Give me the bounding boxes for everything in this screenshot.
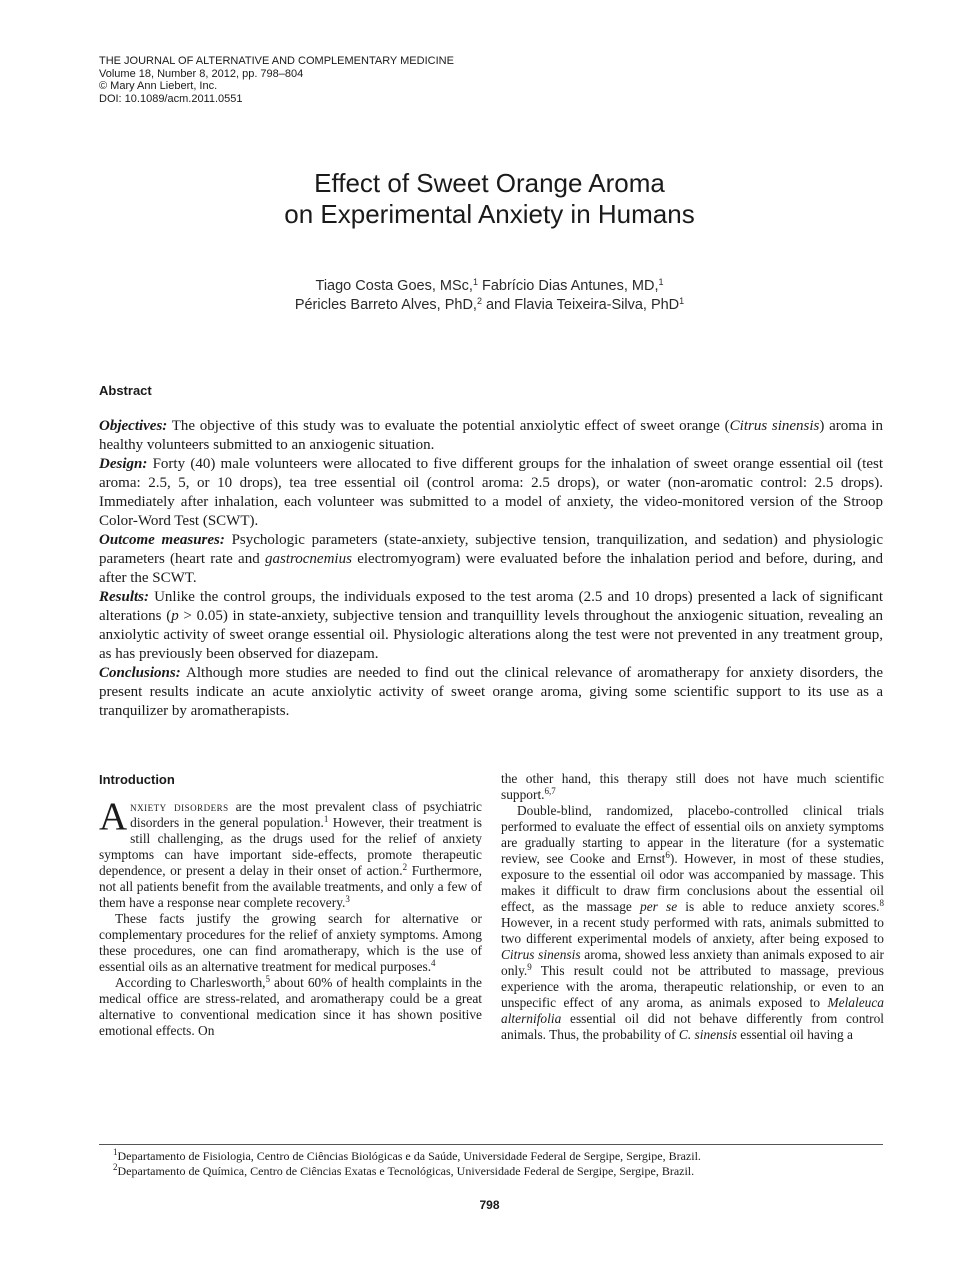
citation-ref: 9	[527, 962, 532, 972]
drop-cap: A	[99, 795, 128, 838]
citation-ref: 1	[323, 814, 329, 824]
p3-text-b: about 60% of health complaints in the medical office are stress-related, and aromatherapy could be a great alternative to conventional medication since it has shown positive emotional effects. On	[99, 975, 483, 1038]
abstract-results	[99, 588, 883, 664]
r2-italic-melaleuca: Melaleuca alternifolia	[501, 995, 884, 1026]
journal-publisher: © Mary Ann Liebert, Inc.	[99, 80, 218, 92]
footnote-1-marker: 1	[113, 1147, 118, 1157]
intro-paragraph-3	[99, 975, 482, 1039]
body-column-right	[501, 771, 884, 1043]
objectives-label: Objectives:	[99, 418, 168, 434]
citation-ref: 2	[402, 862, 408, 872]
intro-paragraph-2	[99, 911, 482, 975]
journal-doi: DOI: 10.1089/acm.2011.0551	[99, 92, 243, 105]
citation-ref: 3	[345, 894, 350, 904]
objectives-text-a: The objective of this study was to evaluate the potential anxiolytic effect of sweet orange (	[167, 418, 730, 434]
footnote-2	[113, 1164, 701, 1179]
r2-text-d: However, in a recent study performed with rats, animals submitted to two different experimental models of anxiety, after being exposed to	[501, 915, 884, 946]
intro-paragraph-4	[501, 803, 884, 1043]
footnote-2-marker: 2	[113, 1162, 118, 1172]
lead-in-smallcaps: nxiety disorders	[130, 799, 229, 814]
abstract-objectives	[99, 417, 883, 455]
journal-name: THE JOURNAL OF ALTERNATIVE AND COMPLEMENTARY MEDICINE	[99, 55, 454, 67]
results-text-b: > 0.05) in state-anxiety, subjective tension and tranquillity levels throughout the anxiogenic situation, revealing an anxiolytic activity of sweet orange essential oil. Physiologic alterations along the test were not prevented in any treatment group, as has previously been observed for diazepam.	[99, 608, 883, 662]
intro-paragraph-3-continued	[501, 771, 884, 803]
objectives-text-b: ) aroma in healthy volunteers submitted to an anxiogenic situation.	[99, 418, 883, 453]
outcome-text-a: Psychologic parameters (state-anxiety, subjective tension, tranquilization, and sedation) and physiologic parameters (heart rate and	[99, 532, 883, 567]
author-1: Tiago Costa Goes, MSc,	[315, 278, 473, 294]
r2-italic-c-sinensis: C. sinensis	[678, 1027, 737, 1042]
design-text: Forty (40) male volunteers were allocated to five different groups for the inhalation of sweet orange essential oil (test aroma: 2.5, 5, or 10 drops), tea tree essential oil (control aroma: 2.5 drops), or water (non-aromatic control: 2.5 drops). Immediately after inhalation, each volunteer was submitted to a model of anxiety, the video-monitored version of the Stroop Color-Word Test (SCWT).	[99, 456, 883, 529]
journal-volume: Volume 18, Number 8, 2012, pp. 798–804	[99, 67, 304, 80]
p2-text: These facts justify the growing search for alternative or complementary procedures for the relief of anxiety symptoms. Among these procedures, one can find aromatherapy, which is the use of essential oils as an alternative treatment for medical purposes.	[99, 911, 482, 974]
citation-ref: 6,7	[544, 786, 556, 796]
results-p-symbol: p	[171, 608, 179, 624]
author-list	[0, 277, 979, 315]
author-2: Fabrício Dias Antunes, MD,	[477, 278, 659, 294]
outcome-label: Outcome measures:	[99, 532, 225, 548]
footnote-2-text: Departamento de Química, Centro de Ciências Exatas e Tecnológicas, Universidade Federal de Sergipe, Sergipe, Brazil.	[117, 1164, 695, 1178]
results-text-a: Unlike the control groups, the individuals exposed to the test aroma (2.5 and 10 drops) presented a lack of significant alterations (	[99, 589, 883, 624]
title-line-2: on Experimental Anxiety in Humans	[284, 199, 695, 229]
abstract-body	[99, 417, 883, 721]
r2-italic-per-se: per se	[640, 899, 678, 914]
page-number: 798	[479, 1198, 500, 1212]
p3-text-a: According to Charlesworth,	[115, 975, 266, 990]
p1-text-c: Furthermore, not all patients benefit from the available treatments, and only a few of them have a response near complete recovery.	[99, 863, 482, 910]
conclusions-text: Although more studies are needed to find out the clinical relevance of aromatherapy for anxiety disorders, the present results indicate an acute anxiolytic activity of sweet orange aroma, giving some scientific support to its use as a tranquilizer by aromatherapists.	[99, 665, 883, 719]
footnote-divider	[99, 1144, 883, 1145]
r2-italic-species: Citrus sinensis	[501, 947, 581, 962]
authors-line-1	[0, 277, 979, 296]
authors-line-2	[0, 296, 979, 315]
p1-text-b: However, their treatment is still challenging, as the drugs used for the relief of anxiety symptoms can have important side-effects, promote therapeutic dependence, or present a delay in their onset of action.	[99, 815, 483, 878]
abstract-conclusions	[99, 664, 883, 721]
citation-ref: 4	[431, 958, 436, 968]
conclusions-label: Conclusions:	[99, 665, 181, 681]
r2-text-a: Double-blind, randomized, placebo-controlled clinical trials performed to evaluate the effect of essential oils on anxiety symptoms are gradually starting to appear in the literature (for a systematic review, see Cooke and Ernst	[501, 803, 884, 866]
footnote-1	[113, 1149, 701, 1164]
outcome-text-b: electromyogram) were evaluated before the inhalation period and before, during, and after the SCWT.	[99, 551, 883, 586]
r2-text-f: This result could not be attributed to massage, previous experience with the aroma, therapeutic relationship, or even to an unspecific effect of any aroma, as animals exposed to	[501, 963, 884, 1010]
r2-text-g: essential oil did not behave differently from control animals. Thus, the probability of	[501, 1011, 884, 1042]
journal-header	[99, 55, 454, 105]
outcome-muscle: gastrocnemius	[264, 551, 352, 567]
p1-text-a: are the most prevalent class of psychiatric disorders in the general population.	[130, 799, 482, 830]
introduction-heading: Introduction	[99, 772, 175, 787]
author-4-affiliation: 1	[679, 296, 685, 306]
author-3-affiliation: 2	[476, 296, 482, 306]
abstract-heading: Abstract	[99, 383, 152, 398]
results-label: Results:	[99, 589, 150, 605]
r2-text-b: ). However, in most of these studies, exposure to the essential oil odor was accompanied by massage. This makes it difficult to draw firm conclusions about the essential oil effect, as the massage	[501, 851, 884, 914]
author-3: Péricles Barreto Alves, PhD,	[294, 297, 477, 313]
r2-text-c: is able to reduce anxiety scores.	[677, 899, 880, 914]
article-title	[0, 168, 979, 230]
abstract-outcome	[99, 531, 883, 588]
author-2-affiliation: 1	[658, 277, 664, 287]
r1-text: the other hand, this therapy still does not have much scientific support.	[501, 771, 884, 802]
citation-ref: 8	[879, 898, 885, 908]
r2-text-e: aroma, showed less anxiety than animals exposed to air only.	[501, 947, 884, 978]
author-4: and Flavia Teixeira-Silva, PhD	[481, 297, 680, 313]
abstract-design	[99, 455, 883, 531]
r2-text-h: essential oil having a	[736, 1027, 853, 1042]
objectives-species: Citrus sinensis	[729, 418, 820, 434]
citation-ref: 6	[665, 850, 670, 860]
design-label: Design:	[99, 456, 148, 472]
title-line-1: Effect of Sweet Orange Aroma	[314, 168, 665, 198]
body-column-left	[99, 795, 483, 1039]
intro-paragraph-1	[99, 795, 483, 911]
citation-ref: 5	[265, 974, 271, 984]
footnote-1-text: Departamento de Fisiologia, Centro de Ciências Biológicas e da Saúde, Universidade Federal de Sergipe, Sergipe, Brazil.	[117, 1149, 701, 1163]
author-1-affiliation: 1	[472, 277, 478, 287]
affiliation-footnotes	[113, 1149, 701, 1179]
